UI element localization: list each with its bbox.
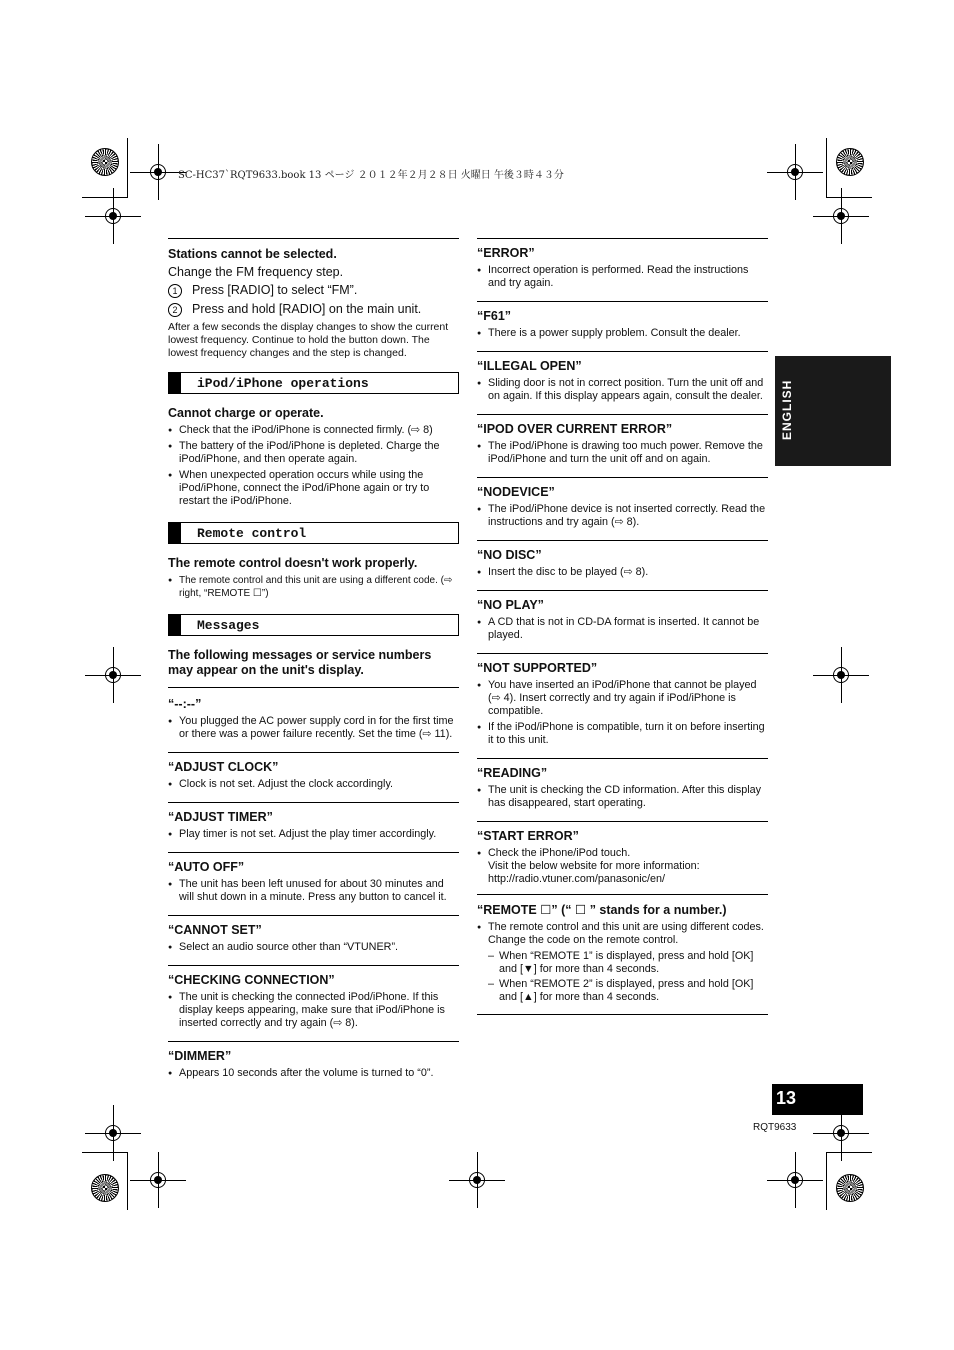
list-item: – When “REMOTE 2” is displayed, press and hold [OK] and [▲] for more than 4 seconds.: [488, 978, 768, 1004]
message-title: “DIMMER”: [168, 1049, 232, 1063]
message-item: [477, 352, 768, 415]
list-item: ● A CD that is not in CD-DA format is inserted. It cannot be played.: [477, 616, 768, 642]
list-item: ● The unit has been left unused for about 30 minutes and will shut down in a minute. Press any button to cancel it.: [168, 878, 459, 904]
remote-title: The remote control doesn't work properly.: [168, 556, 418, 570]
message-item: [477, 759, 768, 822]
list-item: ● The iPod/iPhone device is not inserted correctly. Read the instructions and try again (⇨ 8).: [477, 503, 768, 529]
remote-heading-text: Remote control: [197, 525, 307, 541]
stations-intro: Change the FM frequency step.: [168, 265, 344, 279]
message-item: [168, 803, 459, 853]
list-item: ● The remote control and this unit are using a different code. (⇨ right, “REMOTE ☐”): [168, 574, 459, 600]
message-item: [477, 591, 768, 654]
document-code: RQT9633: [753, 1122, 797, 1133]
step-text: Press [RADIO] to select “FM”.: [192, 283, 358, 297]
list-item: ● You have inserted an iPod/iPhone that cannot be played (⇨ 4). Insert correctly and try again if iPod/iPhone is compatible.: [477, 679, 768, 718]
page-number: 13: [776, 1088, 797, 1108]
registration-dial-icon: [91, 1174, 119, 1202]
list-item: ● Appears 10 seconds after the volume is turned to “0”.: [168, 1067, 459, 1080]
message-item: [168, 966, 459, 1042]
list-item: ● Insert the disc to be played (⇨ 8).: [477, 566, 768, 579]
circled-number: 2: [168, 303, 182, 317]
list-item: ● The iPod/iPhone is drawing too much power. Remove the iPod/iPhone and turn the unit off and on again.: [477, 440, 768, 466]
message-title: “AUTO OFF”: [168, 860, 245, 874]
step-2: [168, 302, 459, 317]
language-tab-label: ENGLISH: [780, 379, 794, 440]
registration-dial-icon: [91, 148, 119, 176]
list-item: ● The battery of the iPod/iPhone is depleted. Charge the iPod/iPhone, and then operate again.: [168, 440, 459, 466]
list-item: – When “REMOTE 1” is displayed, press and hold [OK] and [▼] for more than 4 seconds.: [488, 950, 768, 976]
list-item: ● The remote control and this unit are using different codes. Change the code on the remote control.: [477, 921, 768, 947]
message-title: “READING”: [477, 766, 548, 780]
message-item: [477, 415, 768, 478]
message-item: [477, 822, 768, 895]
list-item: ● Sliding door is not in correct position. Turn the unit off and on again. If this display appears again, consult the dealer.: [477, 377, 768, 403]
circled-number: 1: [168, 284, 182, 298]
message-title: “START ERROR”: [477, 829, 579, 843]
message-item: [168, 688, 459, 753]
message-title: “ADJUST CLOCK”: [168, 760, 279, 774]
message-title: “CHECKING CONNECTION”: [168, 973, 335, 987]
messages-heading-text: Messages: [197, 617, 260, 633]
message-title: “NODEVICE”: [477, 485, 555, 499]
message-item: [477, 239, 768, 302]
website-url: http://radio.vtuner.com/panasonic/en/: [488, 873, 666, 885]
message-title: “CANNOT SET”: [168, 923, 262, 937]
message-title: “NO PLAY”: [477, 598, 544, 612]
print-header-line: SC-HC37`RQT9633.book 13 ページ ２０１２年２月２８日 火曜日 午後３時４３分: [178, 170, 564, 181]
message-item: [477, 541, 768, 591]
messages-heading: [168, 614, 459, 636]
step-1: [168, 283, 459, 298]
ipod-heading: [168, 372, 459, 394]
message-item: [168, 753, 459, 803]
list-item: ● The unit is checking the connected iPod/iPhone. If this display keeps appearing, make sure that iPod/iPhone is inserted correctly and try again (⇨ 8).: [168, 991, 459, 1030]
list-item: [477, 847, 768, 886]
ipod-bullets: [168, 424, 459, 508]
message-item: [477, 654, 768, 759]
list-item: ● The unit is checking the CD information. After this display has disappeared, start operating.: [477, 784, 768, 810]
list-item: ● You plugged the AC power supply cord in for the first time or there was a power failure recently. Set the time (⇨ 11).: [168, 715, 459, 741]
message-item: [168, 853, 459, 916]
message-title: “ERROR”: [477, 246, 535, 260]
message-title: “IPOD OVER CURRENT ERROR”: [477, 422, 673, 436]
message-title: “F61”: [477, 309, 512, 323]
sub-list: [488, 950, 768, 1004]
message-item: [168, 1042, 459, 1091]
list-item: ● There is a power supply problem. Consult the dealer.: [477, 327, 768, 340]
message-item: [477, 478, 768, 541]
message-title: “NOT SUPPORTED”: [477, 661, 598, 675]
messages-lead: The following messages or service numbers may appear on the unit's display.: [168, 648, 432, 677]
list-item: ● Check that the iPod/iPhone is connected firmly. (⇨ 8): [168, 424, 459, 437]
step-text: Press and hold [RADIO] on the main unit.: [192, 302, 422, 316]
message-title: “REMOTE ☐” (“ ☐ ” stands for a number.): [477, 903, 727, 917]
ipod-title: Cannot charge or operate.: [168, 406, 324, 420]
bullet-text: Check the iPhone/iPod touch.: [488, 847, 631, 859]
list-item: ● Play timer is not set. Adjust the play timer accordingly.: [168, 828, 459, 841]
registration-dial-icon: [836, 1174, 864, 1202]
right-column: [477, 238, 768, 1015]
list-item: ● When unexpected operation occurs while using the iPod/iPhone, connect the iPod/iPhone again or try to restart the iPod/iPhone.: [168, 469, 459, 508]
message-title: “--:--”: [168, 697, 202, 711]
ipod-heading-text: iPod/iPhone operations: [197, 375, 369, 391]
remote-heading: [168, 522, 459, 544]
stations-note: After a few seconds the display changes to show the current lowest frequency. Continue to hold the button down. The lowest frequency changes and the step is changed.: [168, 321, 449, 359]
message-item: [168, 916, 459, 966]
bullet-text: Visit the below website for more information:: [488, 860, 700, 872]
message-item: [477, 302, 768, 352]
registration-dial-icon: [836, 148, 864, 176]
left-column: [168, 238, 459, 1091]
message-item: [477, 895, 768, 1015]
stations-title: Stations cannot be selected.: [168, 247, 337, 261]
list-item: ● Clock is not set. Adjust the clock accordingly.: [168, 778, 459, 791]
message-title: “NO DISC”: [477, 548, 542, 562]
remote-bullets: [168, 574, 459, 600]
message-title: “ILLEGAL OPEN”: [477, 359, 582, 373]
list-item: ● If the iPod/iPhone is compatible, turn it on before inserting it to this unit.: [477, 721, 768, 747]
list-item: ● Incorrect operation is performed. Read the instructions and try again.: [477, 264, 768, 290]
message-title: “ADJUST TIMER”: [168, 810, 273, 824]
stations-section: [168, 239, 459, 360]
list-item: ● Select an audio source other than “VTUNER”.: [168, 941, 459, 954]
